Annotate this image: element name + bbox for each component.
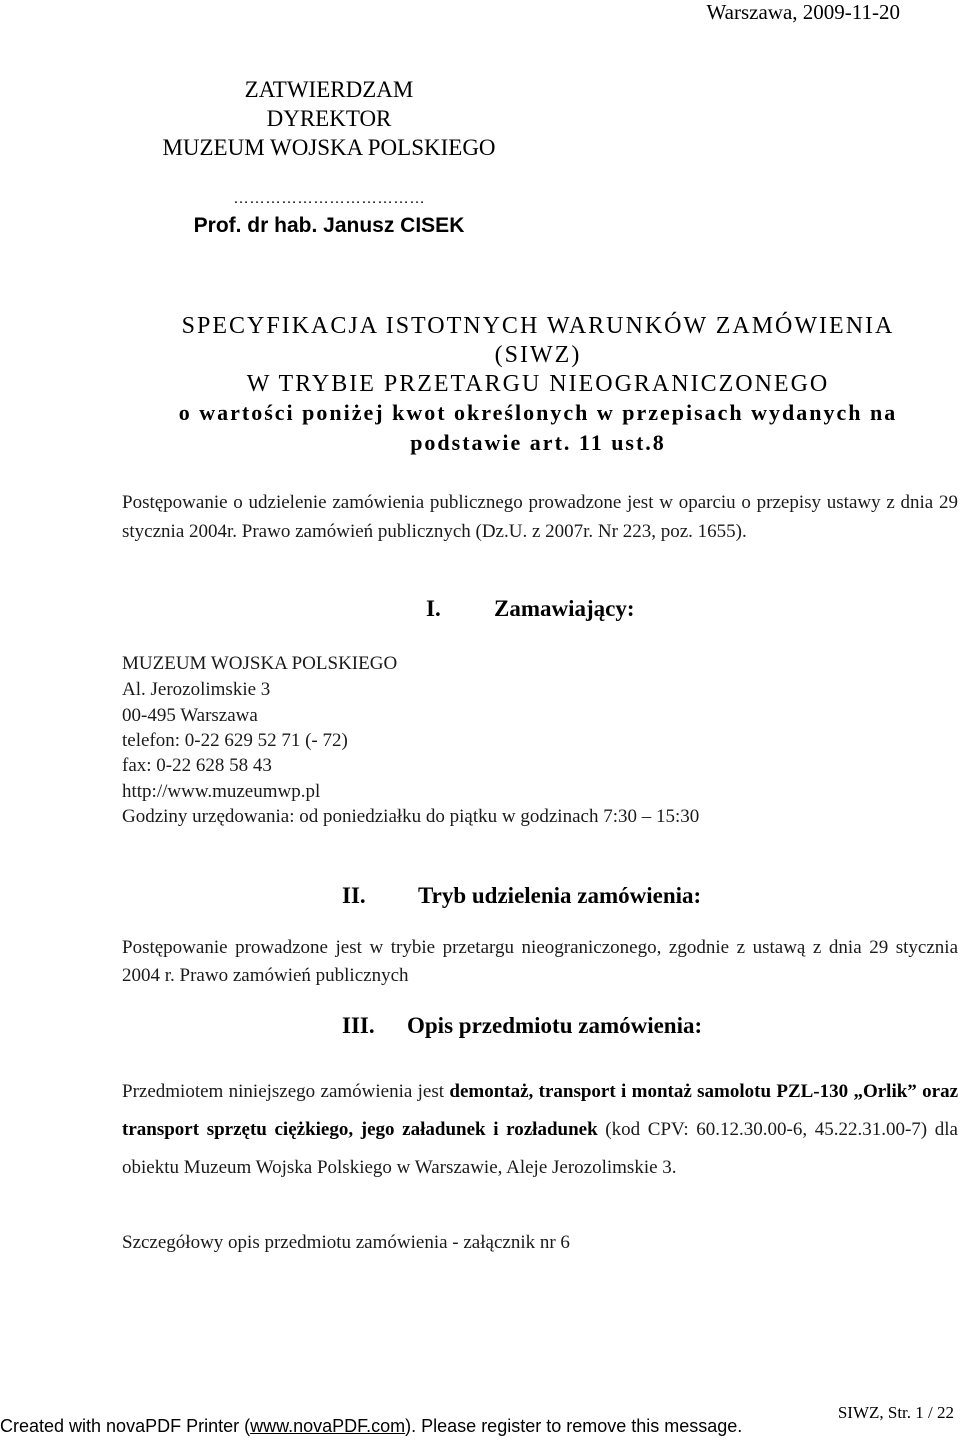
title-line-4: o wartości poniżej kwot określonych w przepisach wydanych na (178, 400, 898, 425)
section-1-title: Zamawiający: (494, 596, 635, 621)
section-3-number: III. (342, 1013, 375, 1038)
page-number: SIWZ, Str. 1 / 22 (837, 1403, 954, 1422)
footer-suffix: ). Please register to remove this message. (405, 1416, 743, 1436)
footer-link[interactable]: www.novaPDF.com (250, 1416, 406, 1436)
contractor-name: MUZEUM WOJSKA POLSKIEGO (122, 653, 398, 674)
intro-paragraph: Postępowanie o udzielenie zamówienia publicznego prowadzone jest w oparciu o przepisy ustawy z dnia 29 stycznia 2004r. Prawo zamówień publicznych (Dz.U. z 2007r. Nr 223, poz. 1655). (122, 492, 958, 542)
title-line-3: W TRYBIE PRZETARGU NIEOGRANICZONEGO (246, 371, 830, 397)
contractor-fax: fax: 0-22 628 58 43 (122, 755, 272, 776)
signature-line: ……………………………… (233, 190, 425, 207)
title-line-1: SPECYFIKACJA ISTOTNYCH WARUNKÓW ZAMÓWIENIA (181, 313, 895, 339)
contractor-street: Al. Jerozolimskie 3 (122, 679, 271, 700)
title-line-5: podstawie art. 11 ust.8 (410, 430, 666, 455)
contractor-phone: telefon: 0-22 629 52 71 (- 72) (122, 730, 348, 751)
footer-prefix: Created with novaPDF Printer ( (0, 1416, 251, 1436)
title-line-2: (SIWZ) (494, 342, 582, 368)
approval-line-3: MUZEUM WOJSKA POLSKIEGO (162, 135, 496, 160)
signatory-name: Prof. dr hab. Janusz CISEK (193, 214, 465, 237)
section-2-title: Tryb udzielenia zamówienia: (418, 883, 702, 908)
section-3-body-rest: (kod CPV: 60.12.30.00-6, 45.22.31.00-7) dla obiektu Muzeum Wojska Polskiego w Warszawie, Aleje Jerozolimskie 3. (122, 1119, 958, 1178)
contractor-website-link[interactable]: http://www.muzeumwp.pl (122, 781, 321, 802)
section-3-body-intro: Przedmiotem niniejszego zamówienia jest (122, 1081, 450, 1102)
approval-line-1: ZATWIERDZAM (244, 77, 414, 102)
document-date: Warszawa, 2009-11-20 (706, 0, 900, 24)
section-3-detail: Szczegółowy opis przedmiotu zamówienia - załącznik nr 6 (122, 1232, 570, 1253)
office-hours: Godziny urzędowania: od poniedziałku do piątku w godzinach 7:30 – 15:30 (122, 806, 700, 827)
section-2-body: Postępowanie prowadzone jest w trybie przetargu nieograniczonego, zgodnie z ustawą z dnia 29 stycznia 2004 r. Prawo zamówień publicznych (122, 937, 958, 986)
section-3-body-subject: demontaż, transport i montaż samolotu PZL-130 „Orlik” oraz transport sprzętu ciężkiego, jego załadunek i rozładunek (122, 1081, 959, 1140)
section-1-number: I. (426, 596, 441, 621)
approval-line-2: DYREKTOR (266, 106, 392, 131)
section-3-body (122, 1073, 958, 1187)
contractor-city: 00-495 Warszawa (122, 705, 258, 726)
watermark-footer (0, 1416, 742, 1437)
section-2-number: II. (342, 883, 366, 908)
section-3-title: Opis przedmiotu zamówienia: (407, 1013, 703, 1038)
